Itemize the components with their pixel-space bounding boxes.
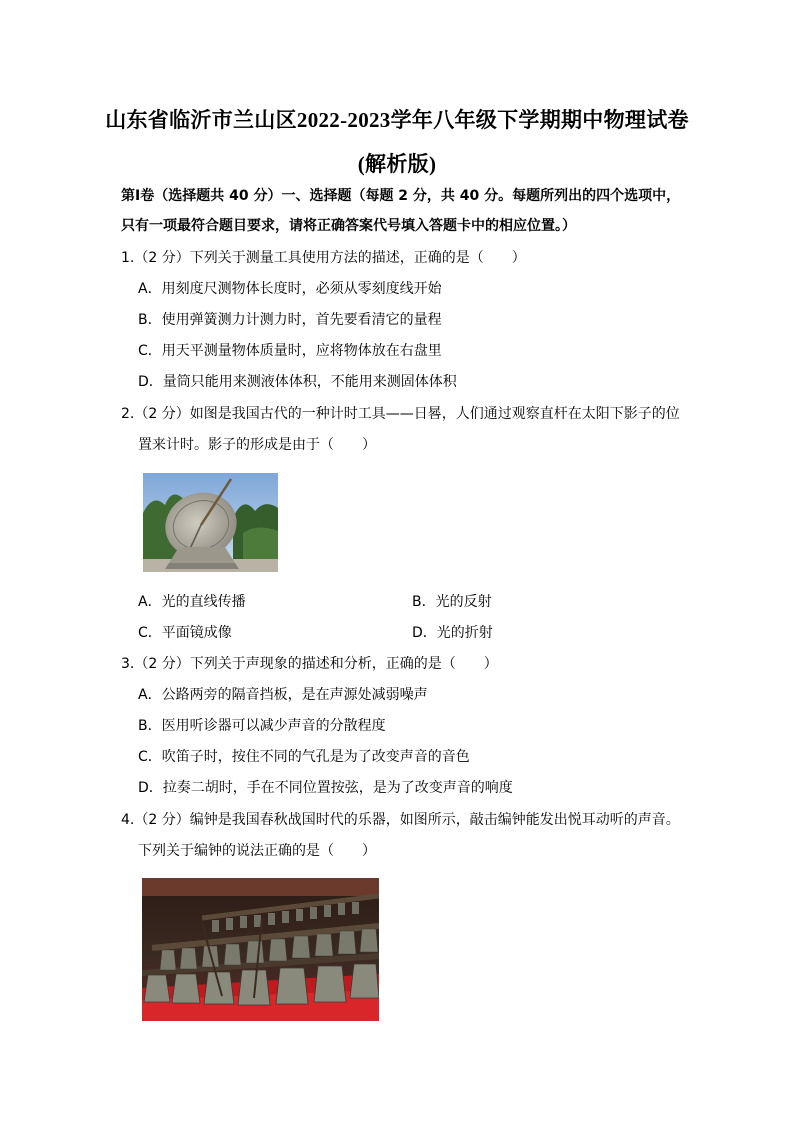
question-3-stem: 3.（2 分）下列关于声现象的描述和分析，正确的是（ ） — [121, 656, 498, 672]
question-2-option-c: C．平面镜成像 — [138, 625, 232, 641]
sundial-image — [143, 473, 278, 572]
question-1-option-b: B．使用弹簧测力计测力时，首先要看清它的量程 — [138, 312, 442, 328]
bianzhong-bells-photo-icon — [142, 878, 379, 1021]
question-2-option-d: D．光的折射 — [412, 625, 493, 641]
question-2-stem-line2: 置来计时。影子的形成是由于（ ） — [138, 437, 376, 453]
question-2-option-b: B．光的反射 — [412, 594, 492, 610]
question-3-option-c: C．吹笛子时，按住不同的气孔是为了改变声音的音色 — [138, 749, 470, 765]
page-title: 山东省临沂市兰山区2022-2023学年八年级下学期期中物理试卷 — [105, 108, 689, 132]
question-2-option-a: A．光的直线传播 — [138, 594, 246, 610]
page-subtitle: (解析版) — [357, 152, 437, 176]
question-3-option-a: A．公路两旁的隔音挡板，是在声源处减弱噪声 — [138, 687, 428, 703]
question-1-option-a: A．用刻度尺测物体长度时，必须从零刻度线开始 — [138, 281, 442, 297]
question-1-stem: 1.（2 分）下列关于测量工具使用方法的描述，正确的是（ ） — [121, 250, 526, 266]
sundial-photo-icon — [143, 473, 278, 572]
question-4-stem-line2: 下列关于编钟的说法正确的是（ ） — [138, 843, 376, 859]
bianzhong-image — [142, 878, 379, 1021]
question-1-option-d: D．量筒只能用来测液体体积，不能用来测固体体积 — [138, 374, 457, 390]
question-2-stem-line1: 2.（2 分）如图是我国古代的一种计时工具——日晷，人们通过观察直杆在太阳下影子的位 — [121, 406, 680, 422]
section-instructions-line1: 第Ⅰ卷（选择题共 40 分）一、选择题（每题 2 分，共 40 分。每题所列出的四个选项中， — [121, 188, 681, 204]
question-1-option-c: C．用天平测量物体质量时，应将物体放在右盘里 — [138, 343, 442, 359]
question-4-stem-line1: 4.（2 分）编钟是我国春秋战国时代的乐器，如图所示，敲击编钟能发出悦耳动听的声音。 — [121, 812, 680, 828]
section-instructions-line2: 只有一项最符合题目要求，请将正确答案代号填入答题卡中的相应位置。） — [121, 218, 576, 234]
question-3-option-d: D．拉奏二胡时，手在不同位置按弦，是为了改变声音的响度 — [138, 780, 513, 796]
question-3-option-b: B．医用听诊器可以减少声音的分散程度 — [138, 718, 386, 734]
